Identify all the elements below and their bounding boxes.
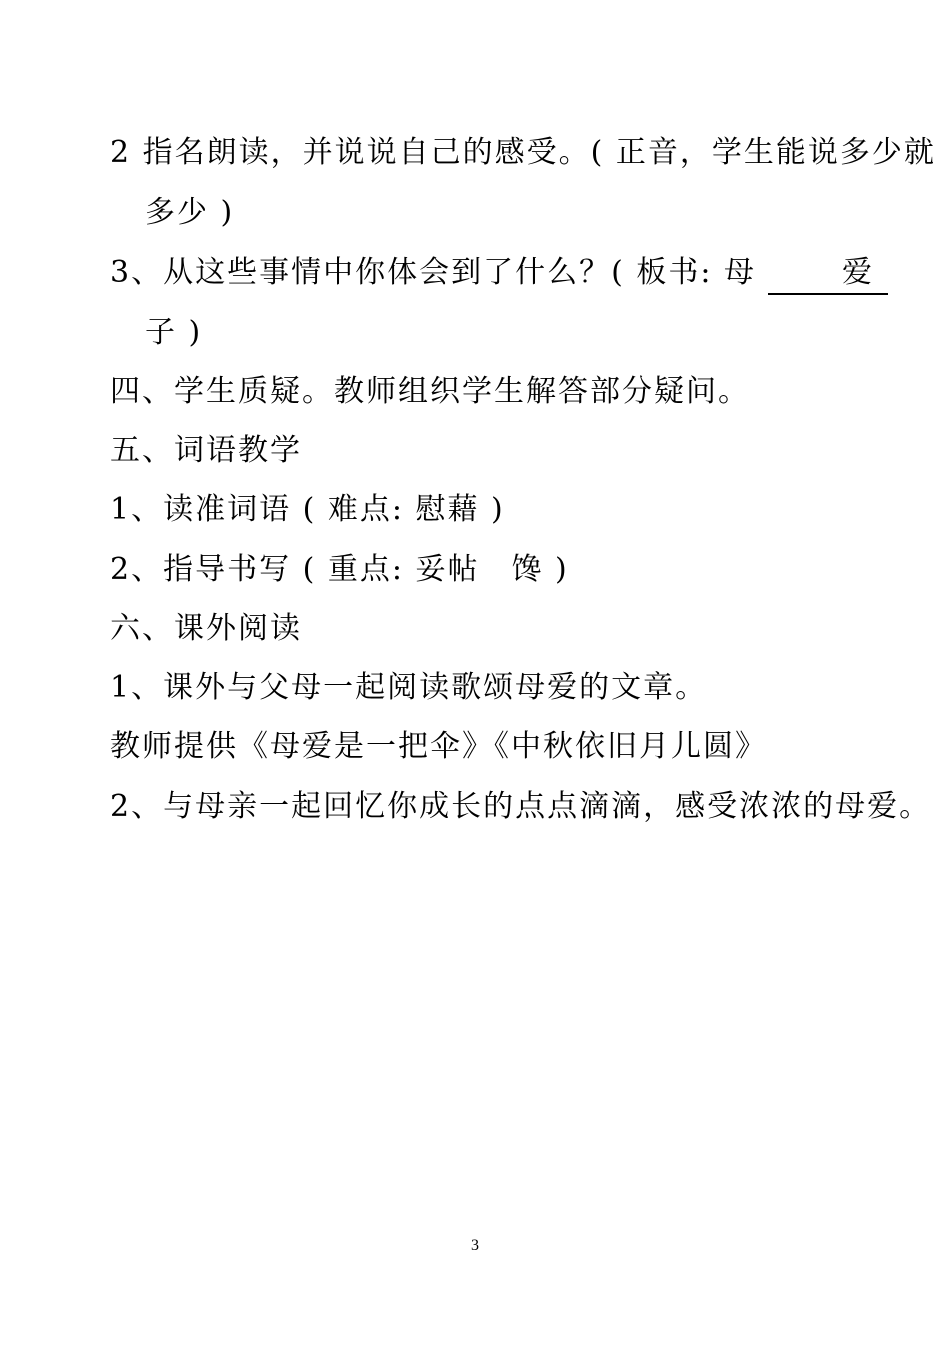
section-four-heading: 四、学生质疑。教师组织学生解答部分疑问。 (110, 374, 750, 409)
text-line-11: 教师提供《母爱是一把伞》《中秋依旧月儿圆》 (110, 729, 767, 764)
text-line-10: 1、课外与父母一起阅读歌颂母爱的文章。 (110, 670, 708, 705)
page-number: 3 (471, 1237, 479, 1254)
text-line-1: 2 指名朗读，并说说自己的感受。( 正音，学生能说多少就 (110, 135, 936, 170)
text-line-4: 子 ) (145, 315, 203, 350)
text-line-2: 多少 ) (145, 195, 235, 230)
fill-blank-love: 爱 (768, 253, 888, 295)
section-five-heading: 五、词语教学 (110, 433, 302, 468)
text-line-12: 2、与母亲一起回忆你成长的点点滴滴，感受浓浓的母爱。 (110, 789, 932, 824)
text-line-7: 1、读准词语 ( 难点: 慰藉 ) (110, 492, 505, 527)
text-line-3-prefix: 3、从这些事情中你体会到了什么？( 板书: 母 (110, 255, 756, 290)
text-line-3 (110, 253, 888, 295)
text-line-8: 2、指导书写 ( 重点: 妥帖 馋 ) (110, 552, 569, 587)
section-six-heading: 六、课外阅读 (110, 611, 302, 646)
